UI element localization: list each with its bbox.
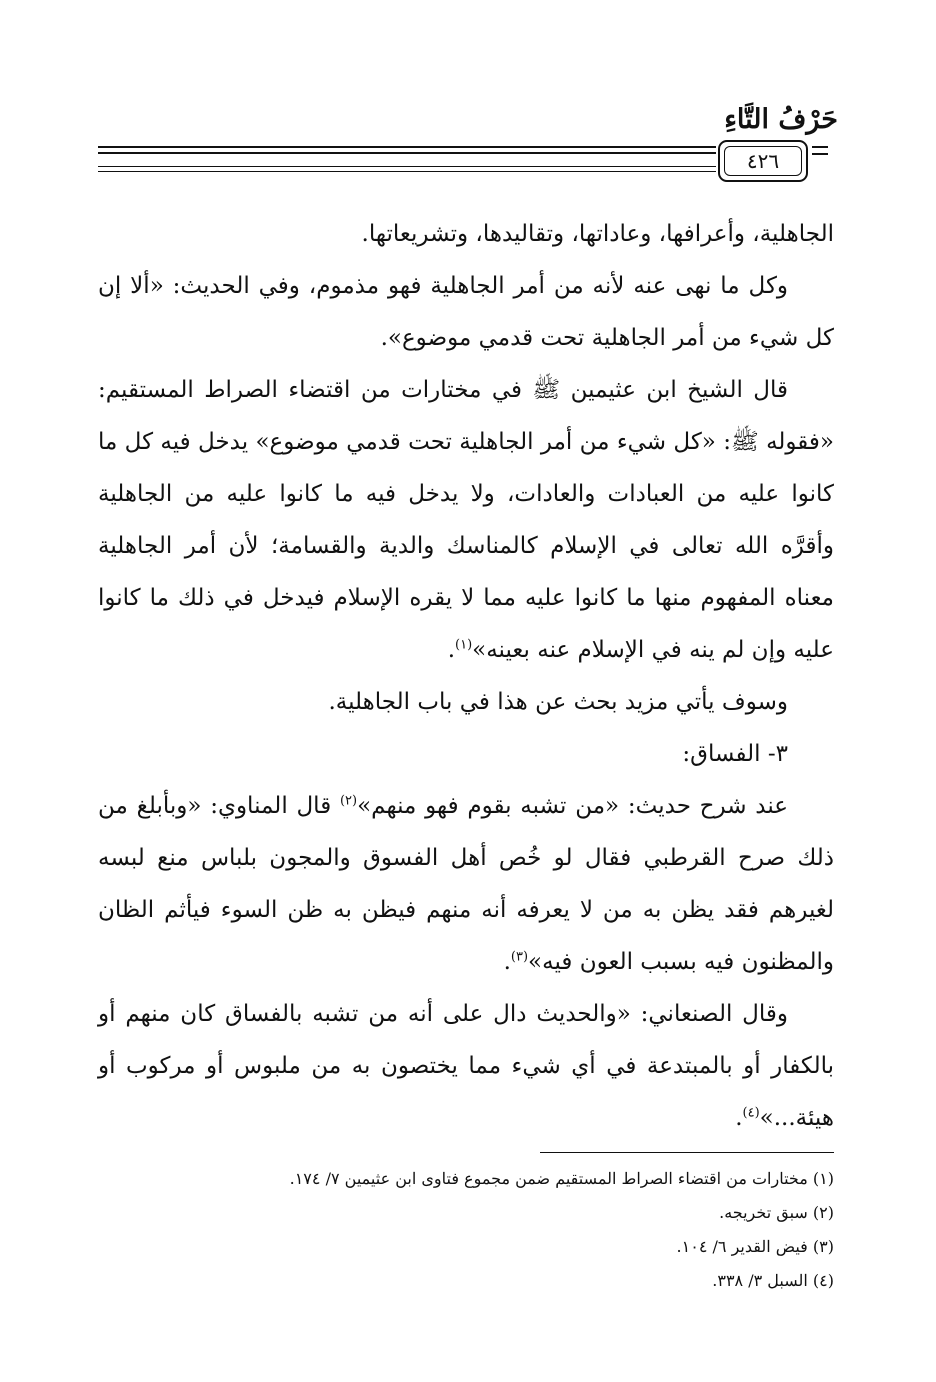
footnotes (98, 1162, 834, 1298)
footnote: (٢) سبق تخريجه. (719, 1203, 834, 1222)
main-text (98, 208, 834, 1144)
footnote-ref: (٣) (510, 949, 529, 965)
paragraph: وسوف يأتي مزيد بحث عن هذا في باب الجاهلية. (328, 689, 788, 715)
paragraph: قال الشيخ ابن عثيمين ﷺ في مختارات من اقتضاء الصراط المستقيم: «فقوله ﷺ: «كل شيء من أمر الجاهلية تحت قدمي موضوع» يدخل فيه كل ما كانوا عليه من العبادات والعادات، ولا يدخل فيه ما كانوا عليه من الجاهلية وأقرَّه الله تعالى في الإسلام كالمناسك والدية والقسامة؛ لأن أمر الجاهلية معناه المفهوم منها ما كانوا عليه مما لا يقره الإسلام فيدخل في ذلك ما كانوا عليه وإن لم ينه في الإسلام عنه بعينه»$^{(١)}$. (98, 377, 834, 663)
frame-ornament (812, 146, 828, 160)
header-rule (98, 171, 716, 172)
page-number: ٤٢٦ (724, 146, 802, 176)
header-rule (98, 152, 716, 154)
paragraph: الجاهلية، وأعرافها، وعاداتها، وتقاليدها، وتشريعاتها. (361, 221, 834, 247)
footnote-separator (540, 1152, 834, 1153)
header-rule (98, 146, 716, 148)
paragraph: عند شرح حديث: «من تشبه بقوم فهو منهم»$^{(٢)}$ قال المناوي: «وبأبلغ من ذلك صرح القرطبي فقال لو خُص أهل الفسوق والمجون بلباس منع لبسه لغيرهم فقد يظن به من لا يعرفه أنه منهم فيظن به ظن السوء فيأثم الظان والمظنون فيه بسبب العون فيه»$^{(٣)}$. (98, 793, 834, 975)
chapter-title: حَرْفُ التَّاءِ (724, 104, 838, 135)
section-heading: ٣- الفساق: (682, 741, 788, 767)
footnote: (١) مختارات من اقتضاء الصراط المستقيم ضمن مجموع فتاوى ابن عثيمين ٧/ ١٧٤. (289, 1169, 834, 1188)
paragraph: وقال الصنعاني: «والحديث دال على أنه من تشبه بالفساق كان منهم أو بالكفار أو بالمبتدعة في أي شيء مما يختصون به من ملبوس أو مركوب أو هيئة...»$^{(٤)}$. (98, 1001, 834, 1131)
footnote-ref: (٢) (339, 793, 358, 809)
footnote-ref: (١) (455, 637, 473, 653)
header-rule (98, 166, 716, 167)
paragraph: وكل ما نهى عنه لأنه من أمر الجاهلية فهو مذموم، وفي الحديث: «ألا إن كل شيء من أمر الجاهلية تحت قدمي موضوع». (98, 273, 834, 351)
footnote: (٤) السبل ٣/ ٣٣٨. (712, 1271, 834, 1290)
page-number-frame (718, 140, 808, 182)
footnote: (٣) فيض القدير ٦/ ١٠٤. (676, 1237, 834, 1256)
footnote-ref: (٤) (742, 1105, 760, 1121)
